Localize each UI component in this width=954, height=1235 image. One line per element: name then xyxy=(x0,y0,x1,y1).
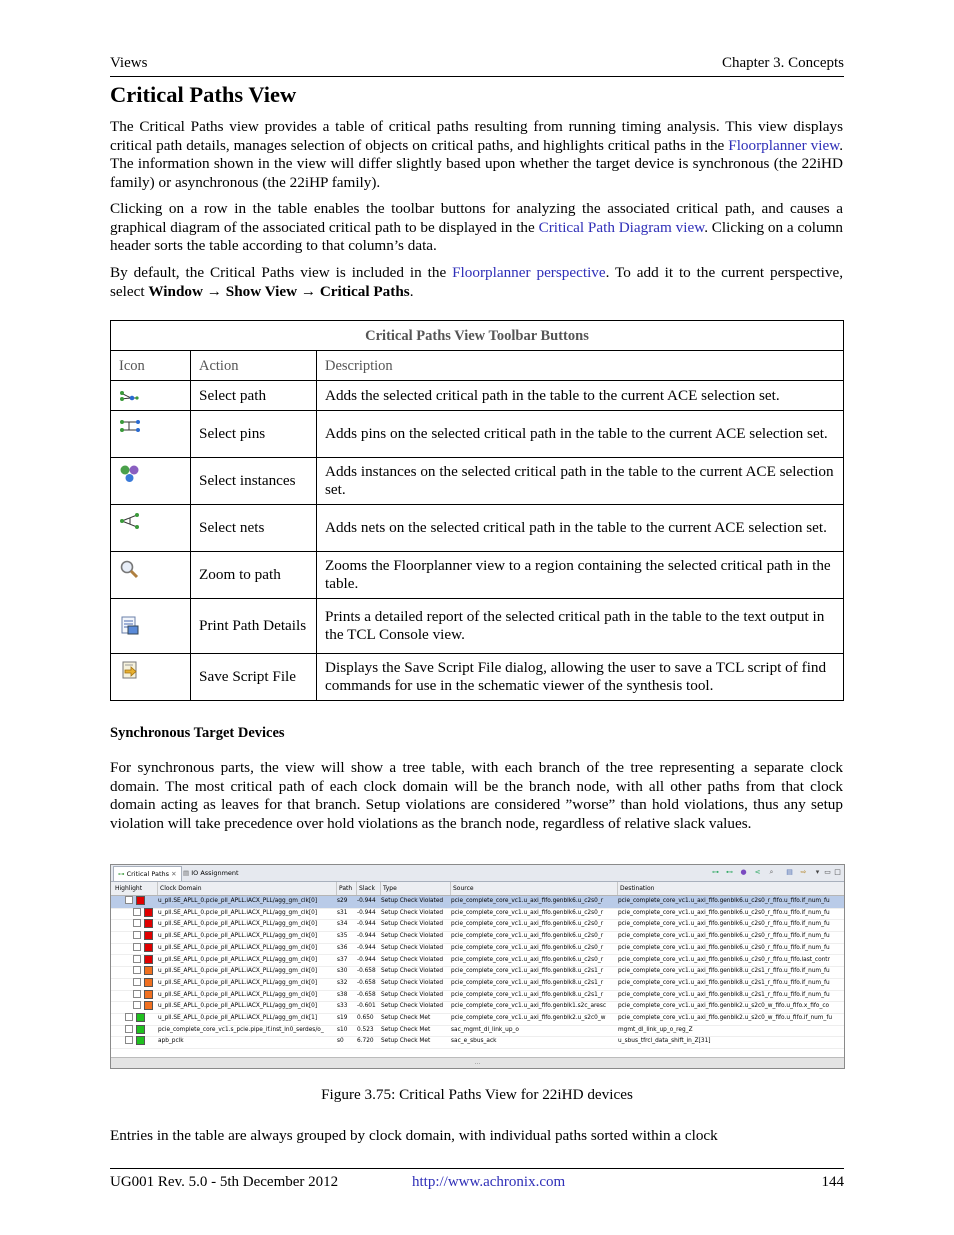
cell-source: pcie_complete_core_vc1.u_axi_fifo.genblk8.u_c2s1_r xyxy=(451,968,604,975)
select-nets-icon xyxy=(119,511,141,531)
highlight-color-swatch xyxy=(136,896,145,905)
cell-slack: -0.944 xyxy=(357,898,376,904)
view-tab-bar xyxy=(111,865,844,882)
cell-dest: pcie_complete_core_vc1.u_axi_fifo.genblk8.u_c2s1_r_fifo.u_fifo.if_num_fu xyxy=(618,979,830,986)
cell-path: s19 xyxy=(337,1015,348,1021)
cell-path: s30 xyxy=(337,968,348,975)
page-number: 144 xyxy=(821,1174,844,1190)
description-cell: Displays the Save Script File dialog, allowing the user to save a TCL script of find commands for use in the schematic viewer of the synthesis tool. xyxy=(317,654,844,701)
cell-type: Setup Check Met xyxy=(381,1038,431,1045)
highlight-color-swatch xyxy=(144,955,153,964)
highlight-checkbox[interactable] xyxy=(125,896,133,904)
cell-type: Setup Check Violated xyxy=(381,933,444,940)
action-cell: Select path xyxy=(191,381,317,411)
select-nets-icon[interactable]: ⋖ xyxy=(754,868,761,876)
cell-type: Setup Check Violated xyxy=(381,921,444,928)
cell-slack: 0.650 xyxy=(357,1015,374,1021)
highlight-checkbox[interactable] xyxy=(125,1025,133,1033)
cell-path: s34 xyxy=(337,921,348,928)
section-heading: Synchronous Target Devices xyxy=(110,725,285,741)
table-row xyxy=(111,411,844,458)
col-description: Description xyxy=(317,351,844,381)
cell-clock: u_pll.SE_APLL_0.pcie_pll_APLL.iACX_PLL/agg_gm_clk[0] xyxy=(158,933,318,940)
minimize-icon[interactable]: ▭ xyxy=(824,868,831,876)
cell-slack: -0.944 xyxy=(357,921,376,928)
select-path-icon xyxy=(119,389,139,403)
tab-critical-paths[interactable]: ⊶ Critical Paths ✕ xyxy=(113,866,182,881)
cell-clock: pcie_complete_core_vc1.s_pcie.pipe_if.inst_ln0_serdes/o_ xyxy=(158,1026,324,1033)
highlight-color-swatch xyxy=(144,931,153,940)
cell-clock: u_pll.SE_APLL_0.pcie_pll_APLL.iACX_PLL/agg_gm_clk[0] xyxy=(158,968,318,975)
cell-dest: pcie_complete_core_vc1.u_axi_fifo.genblk6.u_c2s0_r_fifo.u_fifo.last_contr xyxy=(618,956,830,963)
highlight-color-swatch xyxy=(144,966,153,975)
select-pins-icon[interactable]: ⊷ xyxy=(726,868,733,876)
cell-source: pcie_complete_core_vc1.u_axi_fifo.genblk8.u_c2s1_r xyxy=(451,979,604,986)
intro-paragraph: The Critical Paths view provides a table of critical paths resulting from running timing analysis. This view displays critical path details, manages selection of objects on critical paths, and highlights critical paths in the Floorplanner view. The information shown in the view will differ slightly based upon whether the target device is synchronous (the 22iHD family) or asynchronous (the 22iHP family). xyxy=(110,118,843,192)
select-instances-icon xyxy=(119,463,141,485)
cell-slack: -0.944 xyxy=(357,909,376,916)
table-caption: Critical Paths View Toolbar Buttons xyxy=(111,321,844,351)
highlight-checkbox[interactable] xyxy=(133,978,141,986)
cell-dest: pcie_complete_core_vc1.u_axi_fifo.genblk6.u_c2s0_r_fifo.u_fifo.if_num_fu xyxy=(618,921,830,928)
table-row xyxy=(111,599,844,654)
cell-type: Setup Check Violated xyxy=(381,956,444,963)
cell-path: s35 xyxy=(337,933,348,940)
footer-url-link[interactable]: http://www.achronix.com xyxy=(412,1174,566,1190)
description-cell: Adds instances on the selected critical path in the table to the current ACE selection set. xyxy=(317,458,844,505)
cell-clock: u_pll.SE_APLL_0.pcie_pll_APLL.iACX_PLL/agg_gm_clk[0] xyxy=(158,979,318,986)
cell-slack: 0.523 xyxy=(357,1026,374,1033)
highlight-checkbox[interactable] xyxy=(133,990,141,998)
cell-type: Setup Check Violated xyxy=(381,909,444,916)
cell-path: s33 xyxy=(337,1003,348,1010)
cell-slack: -0.658 xyxy=(357,968,376,975)
cell-type: Setup Check Violated xyxy=(381,944,444,951)
highlight-color-swatch xyxy=(144,943,153,952)
col-action: Action xyxy=(191,351,317,381)
action-cell: Save Script File xyxy=(191,654,317,701)
table-row xyxy=(111,505,844,552)
highlight-color-swatch xyxy=(136,1013,145,1022)
cell-dest: u_sbus_tfrcl_data_shift_in_Z[31] xyxy=(618,1038,711,1045)
critical-paths-screenshot xyxy=(110,864,845,1069)
cell-clock: u_pll.SE_APLL_0.pcie_pll_APLL.iACX_PLL/agg_gm_clk[0] xyxy=(158,898,318,904)
cell-type: Setup Check Violated xyxy=(381,898,444,904)
cell-slack: -0.944 xyxy=(357,933,376,940)
print-icon[interactable]: ▤ xyxy=(786,868,793,876)
cell-source: pcie_complete_core_vc1.u_axi_fifo.genblk6.u_c2s0_r xyxy=(451,944,604,951)
save-script-icon[interactable]: ⇨ xyxy=(800,868,807,876)
zoom-icon[interactable]: ⌕ xyxy=(769,868,774,876)
highlight-color-swatch xyxy=(144,990,153,999)
cell-path: s29 xyxy=(337,898,348,904)
header-source[interactable]: Source xyxy=(450,882,474,895)
cell-source: pcie_complete_core_vc1.u_axi_fifo.genblk6.u_c2s0_r xyxy=(451,933,604,940)
header-type[interactable]: Type xyxy=(380,882,397,895)
cell-clock: u_pll.SE_APLL_0.pcie_pll_APLL.iACX_PLL/agg_gm_clk[0] xyxy=(158,991,318,998)
grid-header xyxy=(111,882,844,896)
cell-clock: u_pll.SE_APLL_0.pcie_pll_APLL.iACX_PLL/agg_gm_clk[0] xyxy=(158,909,318,916)
action-cell: Select nets xyxy=(191,505,317,552)
cell-slack: -0.658 xyxy=(357,991,376,998)
cell-dest: pcie_complete_core_vc1.u_axi_fifo.genblk6.u_c2s0_r_fifo.u_fifo.if_num_fu xyxy=(618,944,830,951)
cell-source: pcie_complete_core_vc1.u_axi_fifo.genblk6.u_c2s0_r xyxy=(451,956,604,963)
table-row xyxy=(111,552,844,599)
table-row xyxy=(111,458,844,505)
print-icon xyxy=(119,615,141,637)
highlight-checkbox[interactable] xyxy=(133,955,141,963)
cell-path: s0 xyxy=(337,1038,344,1045)
header-highlight[interactable]: Highlight xyxy=(115,885,143,892)
cell-dest: pcie_complete_core_vc1.u_axi_fifo.genblk6.u_c2s0_r_fifo.u_fifo.if_num_fu xyxy=(618,898,830,904)
cell-path: s31 xyxy=(337,909,348,916)
cell-source: pcie_complete_core_vc1.u_axi_fifo.genblk6.u_c2s0_r xyxy=(451,921,604,928)
tab-io-assignment[interactable]: ▤ IO Assignment xyxy=(183,869,239,877)
header-right: Chapter 3. Concepts xyxy=(721,55,844,71)
running-footer xyxy=(110,1168,844,1190)
cell-source: pcie_complete_core_vc1.u_axi_fifo.genblk6.u_c2s0_r xyxy=(451,909,604,916)
cell-slack: 6.720 xyxy=(357,1038,374,1045)
cell-slack: -0.658 xyxy=(357,979,376,986)
synchronous-paragraph: For synchronous parts, the view will show a tree table, with each branch of the tree representing a separate clock domain. The most critical path of each clock domain will be the branch node, with all other paths from that clock domain acting as leaves for that branch. Setup violations are considered ”worse” than hold violations, thus any setup violation will take precedence over hold violations as the branch node, regardless of relative slack values. xyxy=(110,759,843,833)
cell-type: Setup Check Violated xyxy=(381,991,444,998)
table-row xyxy=(111,381,844,411)
col-icon: Icon xyxy=(111,351,191,381)
action-cell: Print Path Details xyxy=(191,599,317,654)
highlight-color-swatch xyxy=(144,978,153,987)
select-path-icon[interactable]: ⊶ xyxy=(712,868,719,876)
highlight-checkbox[interactable] xyxy=(133,943,141,951)
floorplanner-perspective-link[interactable]: Floorplanner perspective xyxy=(452,264,606,281)
header-path[interactable]: Path xyxy=(336,882,352,895)
page-title: Critical Paths View xyxy=(110,82,297,107)
figure-caption: Figure 3.75: Critical Paths View for 22iHD devices xyxy=(321,1086,633,1103)
highlight-checkbox[interactable] xyxy=(133,966,141,974)
cell-type: Setup Check Violated xyxy=(381,968,444,975)
cell-type: Setup Check Violated xyxy=(381,979,444,986)
cell-path: s38 xyxy=(337,991,348,998)
cell-dest: pcie_complete_core_vc1.u_axi_fifo.genblk2.u_s2c0_w_fifo.u_fifo.if_num_fu xyxy=(618,1015,833,1021)
highlight-checkbox[interactable] xyxy=(133,908,141,916)
highlight-checkbox[interactable] xyxy=(133,931,141,939)
cell-source: pcie_complete_core_vc1.u_axi_fifo.genblk1.s2c_aresc xyxy=(451,1003,607,1010)
cell-clock: u_pll.SE_APLL_0.pcie_pll_APLL.iACX_PLL/agg_gm_clk[1] xyxy=(158,1015,318,1021)
cell-clock: apb_pclk xyxy=(158,1038,184,1045)
highlight-checkbox[interactable] xyxy=(133,919,141,927)
highlight-color-swatch xyxy=(136,1025,145,1034)
cell-path: s32 xyxy=(337,979,348,986)
highlight-checkbox[interactable] xyxy=(125,1036,133,1044)
cell-type: Setup Check Met xyxy=(381,1015,431,1021)
table-row[interactable] xyxy=(111,1036,844,1049)
action-cell: Zoom to path xyxy=(191,552,317,599)
description-cell: Adds the selected critical path in the table to the current ACE selection set. xyxy=(317,381,844,411)
cell-source: sac_mgmt_dl_link_up_o xyxy=(451,1026,519,1033)
highlight-checkbox[interactable] xyxy=(133,1001,141,1009)
floorplanner-view-link[interactable]: Floorplanner view xyxy=(728,136,840,154)
header-left: Views xyxy=(110,55,148,71)
table-row xyxy=(111,654,844,701)
cell-path: s37 xyxy=(337,956,348,963)
footer-left: UG001 Rev. 5.0 - 5th December 2012 xyxy=(110,1174,339,1190)
click-paragraph: Clicking on a row in the table enables the toolbar buttons for analyzing the associated critical path, and causes a graphical diagram of the associated critical path to be displayed in the Critical Path Diagram view. Clicking on a column header sorts the table according to that column’s data. xyxy=(110,200,844,255)
cell-dest: pcie_complete_core_vc1.u_axi_fifo.genblk8.u_c2s1_r_fifo.u_fifo.if_num_fu xyxy=(618,991,830,998)
horizontal-scrollbar[interactable]: ... xyxy=(111,1057,844,1068)
header-destination[interactable]: Destination xyxy=(617,882,654,895)
highlight-color-swatch xyxy=(144,919,153,928)
maximize-icon[interactable]: □ xyxy=(834,868,841,876)
cell-clock: u_pll.SE_APLL_0.pcie_pll_APLL.iACX_PLL/agg_gm_clk[0] xyxy=(158,956,318,963)
description-cell: Prints a detailed report of the selected critical path in the table to the text output in the TCL Console view. xyxy=(317,599,844,654)
cell-source: sac_e_sbus_ack xyxy=(451,1038,497,1045)
description-cell: Adds pins on the selected critical path in the table to the current ACE selection set. xyxy=(317,411,844,458)
cell-dest: pcie_complete_core_vc1.u_axi_fifo.genblk6.u_c2s0_r_fifo.u_fifo.if_num_fu xyxy=(618,933,830,940)
entries-paragraph: Entries in the table are always grouped by clock domain, with individual paths sorted within a clock xyxy=(110,1127,718,1144)
header-slack[interactable]: Slack xyxy=(356,882,375,895)
cell-type: Setup Check Violated xyxy=(381,1003,444,1010)
cell-dest: mgmt_dl_link_up_o_reg_Z xyxy=(618,1026,693,1033)
default-paragraph: By default, the Critical Paths view is included in the Floorplanner perspective. To add it to the current perspective, select Window → Show View → Critical Paths. xyxy=(110,264,844,300)
cell-path: s36 xyxy=(337,944,348,951)
cell-path: s10 xyxy=(337,1026,348,1033)
highlight-checkbox[interactable] xyxy=(125,1013,133,1021)
action-cell: Select instances xyxy=(191,458,317,505)
cell-clock: u_pll.SE_APLL_0.pcie_pll_APLL.iACX_PLL/agg_gm_clk[0] xyxy=(158,921,318,928)
running-header xyxy=(110,54,844,77)
cell-source: pcie_complete_core_vc1.u_axi_fifo.genblk2.u_s2c0_w xyxy=(451,1015,606,1021)
highlight-color-swatch xyxy=(136,1036,145,1045)
save-script-icon xyxy=(119,659,141,681)
cell-slack: -0.944 xyxy=(357,956,376,963)
cell-slack: -0.601 xyxy=(357,1003,376,1010)
highlight-color-swatch xyxy=(144,1001,153,1010)
cell-clock: u_pll.SE_APLL_0.pcie_pll_APLL.iACX_PLL/agg_gm_clk[0] xyxy=(158,1003,318,1010)
cell-dest: pcie_complete_core_vc1.u_axi_fifo.genblk8.u_c2s1_r_fifo.u_fifo.if_num_fu xyxy=(618,968,830,975)
view-menu-icon[interactable]: ▾ xyxy=(815,868,820,876)
header-clock-domain[interactable]: Clock Domain xyxy=(157,882,202,895)
select-pins-icon xyxy=(119,417,141,435)
cell-type: Setup Check Met xyxy=(381,1026,431,1033)
cell-dest: pcie_complete_core_vc1.u_axi_fifo.genblk6.u_c2s0_r_fifo.u_fifo.if_num_fu xyxy=(618,909,830,916)
cell-slack: -0.944 xyxy=(357,944,376,951)
description-cell: Adds nets on the selected critical path in the table to the current ACE selection set. xyxy=(317,505,844,552)
highlight-color-swatch xyxy=(144,908,153,917)
cell-source: pcie_complete_core_vc1.u_axi_fifo.genblk8.u_c2s1_r xyxy=(451,991,604,998)
select-instances-icon[interactable]: ● xyxy=(740,868,747,876)
cell-source: pcie_complete_core_vc1.u_axi_fifo.genblk6.u_c2s0_r xyxy=(451,898,604,904)
action-cell: Select pins xyxy=(191,411,317,458)
description-cell: Zooms the Floorplanner view to a region containing the selected critical path in the table. xyxy=(317,552,844,599)
cell-clock: u_pll.SE_APLL_0.pcie_pll_APLL.iACX_PLL/agg_gm_clk[0] xyxy=(158,944,318,951)
cell-dest: pcie_complete_core_vc1.u_axi_fifo.genblk2.u_s2c0_w_fifo.u_fifo.x_fifo_co xyxy=(618,1003,830,1010)
toolbar-buttons-table xyxy=(110,320,844,701)
critical-path-diagram-link[interactable]: Critical Path Diagram view xyxy=(538,218,705,236)
zoom-icon xyxy=(119,559,141,581)
